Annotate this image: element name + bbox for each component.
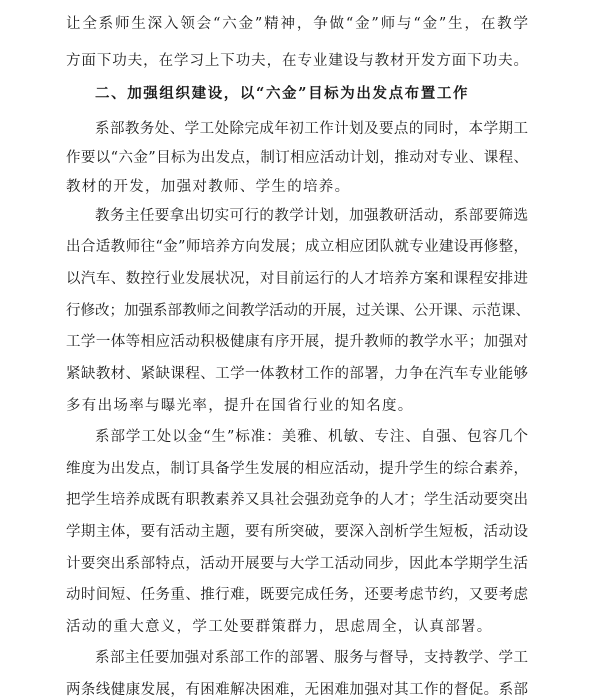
body-line: 出合适教师往“金”师培养方向发展；成立相应团队就专业建设再修整， <box>66 239 528 255</box>
body-line: 教务主任要拿出切实可行的教学计划，加强教研活动，系部要筛选 <box>95 208 528 224</box>
body-line: 工学一体等相应活动积极健康有序开展，提升教师的教学水平；加强对 <box>66 334 528 350</box>
body-line: 学期主体，要有活动主题，要有所突破，要深入剖析学生短板，活动设 <box>66 524 528 540</box>
body-line: 紧缺教材、紧缺课程、工学一体教材工作的部署，力争在汽车专业能够 <box>66 366 528 382</box>
body-line: 系部学工处以金“生”标准：美雅、机敏、专注、自强、包容几个 <box>95 429 528 445</box>
body-line: 把学生培养成既有职教素养又具社会强劲竞争的人才；学生活动要突出 <box>66 492 528 508</box>
body-line: 方面下功夫，在学习上下功夫，在专业建设与教材开发方面下功夫。 <box>66 53 528 69</box>
body-line: 动时间短、任务重、推行难，既要完成任务，还要考虑节约，又要考虑 <box>66 587 528 603</box>
body-line: 作要以“六金”目标为出发点，制订相应活动计划，推动对专业、课程、 <box>66 150 528 166</box>
body-line: 教材的开发，加强对教师、学生的培养。 <box>66 179 351 195</box>
body-line: 维度为出发点，制订具备学生发展的相应活动，提升学生的综合素养， <box>66 461 528 477</box>
body-line: 两条线健康发展，有困难解决困难，无困难加强对其工作的督促。系部 <box>66 682 528 698</box>
body-line: 计要突出系部特点，活动开展要与大学工活动同步，因此本学期学生活 <box>66 556 528 572</box>
body-line: 让全系师生深入领会“六金”精神，争做“金”师与“金”生，在教学 <box>66 16 528 32</box>
body-line: 行修改；加强系部教师之间教学活动的开展，过关课、公开课、示范课、 <box>66 303 530 319</box>
section-heading: 二、加强组织建设，以“六金”目标为出发点布置工作 <box>95 85 470 102</box>
body-line: 系部主任要加强对系部工作的部署、服务与督导，支持教学、学工 <box>95 650 528 666</box>
body-line: 以汽车、数控行业发展状况，对目前运行的人才培养方案和课程安排进 <box>66 271 528 287</box>
body-line: 活动的重大意义，学工处要群策群力，思虑周全，认真部署。 <box>66 619 493 635</box>
body-line: 多有出场率与曝光率，提升在国省行业的知名度。 <box>66 398 414 414</box>
body-line: 系部教务处、学工处除完成年初工作计划及要点的同时，本学期工 <box>95 121 528 137</box>
